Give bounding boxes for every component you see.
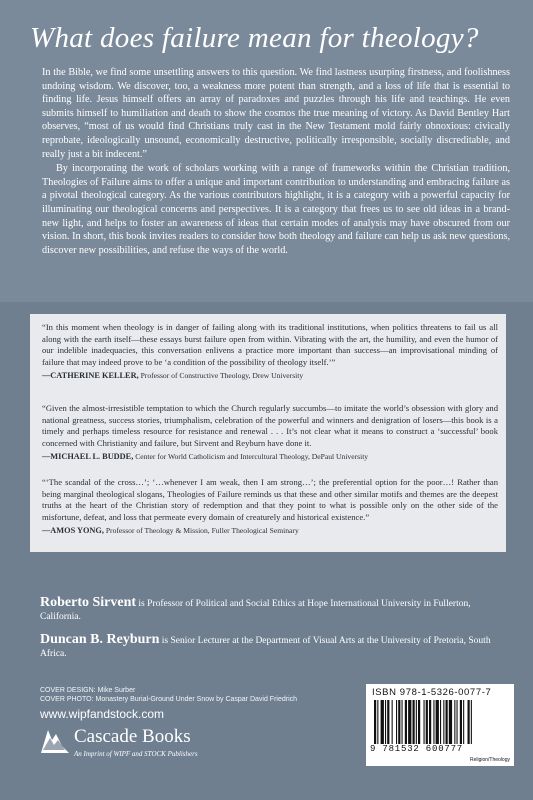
headline: What does failure mean for theology? [30,22,479,54]
cover-design-credit: COVER DESIGN: Mike Surber [40,687,136,694]
cover-credits [40,686,360,704]
barcode-stripe [408,700,411,744]
barcode-digits: 9 781532 600777 [370,744,464,754]
bisac-category: Religion/Theology [469,757,510,763]
barcode-stripe [446,700,448,744]
barcode-stripe [396,700,397,744]
barcode-stripe [392,700,393,744]
review-quote: “In this moment when theology is in danger of failing along with its traditional institutions, when politics threatens to fail us all along with the earth itself—these essays burst failure open from within. Vibrating with the art, the humility, and even the humor of our indelible inadequacies, this conversation enlivens a practice more important than success—an improvisational minding of failure that may indeed prove to be ‘a condition of the possibility of theology itself.’” [42,322,498,368]
author-description: is Senior Lecturer at the Department of Visual Arts at the University of Pretoria, South Africa. [40,636,491,659]
review [42,477,498,537]
author-description: is Professor of Political and Social Ethics at Hope International University in Fullerton, California. [40,599,471,622]
author-bio [40,596,510,624]
author-bio [40,633,510,661]
review-attribution [42,451,498,463]
publisher-logo [40,724,240,768]
reviewer-name: —CATHERINE KELLER, [42,370,139,380]
barcode-stripe [440,700,441,744]
barcode-stripe [381,700,384,744]
author-name: Roberto Sirvent [40,595,137,610]
barcode-stripe [374,700,376,744]
barcode-stripe [413,700,415,744]
barcode-stripe [429,700,431,744]
barcode-stripe [454,700,455,744]
barcode-stripe [463,700,464,744]
reviews-panel [30,314,506,552]
reviewer-name: —MICHAEL L. BUDDE, [42,451,134,461]
review-quote: “‘The scandal of the cross…’; ‘…whenever I am weak, then I am strong…’; the preferential option for the poor…! Rather than being marginal theological slogans, Theologies of Failure reminds us that these and other similar motifs and themes are the deepest truths at the heart of the Christian story of redemption and that they point to what is possible only on the other side of the misfortune, defeat, and loss that permeate every domain of creaturely and historical existence.” [42,477,498,523]
author-bios [40,596,510,670]
reviewer-name: —AMOS YONG, [42,525,104,535]
barcode-stripe [460,700,462,744]
blurb-paragraph: In the Bible, we find some unsettling answers to this question. We find lastness usurping firstness, and foolishness undoing wisdom. We discover, too, a weakness more potent than strength, and a loss of life that is essential to finding life. Jesus himself offers an array of paradoxes and puzzles through his life and teachings. He even submits himself to humiliation and death to show the cosmos the true meaning of victory. As David Bentley Hart observes, “most of us would find Christians truly cast in the New Testament mold fairly obnoxious: civically reprobate, ideologically unsound, economically destructive, politically irresponsible, socially discreditable, and really just a bit indecent.” [42,67,510,160]
author-name: Duncan B. Reyburn [40,632,160,647]
barcode-stripe [398,700,400,744]
review-quote: “Given the almost-irresistible temptation to which the Church regularly succumbs—to imitate the world’s obsession with glory and national greatness, success stories, triumphalism, celebration of the powerful and winners and denigration of losers—this book is a timely and perhaps timeless resource for resistance and renewal . . . It’s not clear what it means to construct a ‘successful’ book concerned with Christianity and failure, but Sirvent and Reyburn have done it. [42,403,498,449]
publisher-name: Cascade Books [74,726,191,747]
cascade-waves-icon [40,726,70,756]
blurb [42,66,510,257]
barcode-stripe [402,700,403,744]
barcode-stripe [433,700,434,744]
reviewer-role: Professor of Theology & Mission, Fuller Theological Seminary [105,525,299,535]
barcode-stripe [443,700,444,744]
review-attribution [42,525,498,537]
barcode [366,684,514,766]
barcode-stripe [468,700,470,744]
review [42,403,498,463]
publisher-website: www.wipfandstock.com [40,707,165,721]
barcode-stripe [426,700,428,744]
publisher-imprint: An Imprint of WIPF and STOCK Publishers [74,750,198,758]
barcode-stripe [436,700,439,744]
barcode-stripe [416,700,417,744]
barcode-stripe [405,700,407,744]
barcode-stripe [449,700,452,744]
barcode-stripe [418,700,420,744]
cover-photo-credit: COVER PHOTO: Monastery Burial-Ground Under Snow by Caspar David Friedrich [40,696,298,703]
barcode-stripe [457,700,458,744]
barcode-stripe [424,700,425,744]
barcode-stripe [387,700,389,744]
barcode-bars [372,700,508,744]
blurb-paragraph: By incorporating the work of scholars working with a range of frameworks within the Christian tradition, Theologies of Failure aims to offer a unique and important contribution to understanding and embracing failure as a pivotal theological category. As the various contributors highlight, it is a category with a powerful capacity for illuminating our theological concerns and perspectives. It is a category that frees us to see old ideas in a brand-new light, and helps to foster an awareness of ideas that certain modes of analysis may have obscured from our vision. In short, this book invites readers to consider how both theology and failure can help us ask new questions, discover new possibilities, and refuse the ways of the world. [42,163,510,256]
barcode-stripe [377,700,378,744]
reviewer-role: Professor of Constructive Theology, Drew University [140,370,304,380]
barcode-stripe [471,700,472,744]
barcode-stripe [385,700,386,744]
review [42,322,498,382]
isbn-label: ISBN 978-1-5326-0077-7 [372,687,492,698]
reviewer-role: Center for World Catholicism and Intercultural Theology, DePaul University [135,451,369,461]
review-attribution [42,370,498,382]
